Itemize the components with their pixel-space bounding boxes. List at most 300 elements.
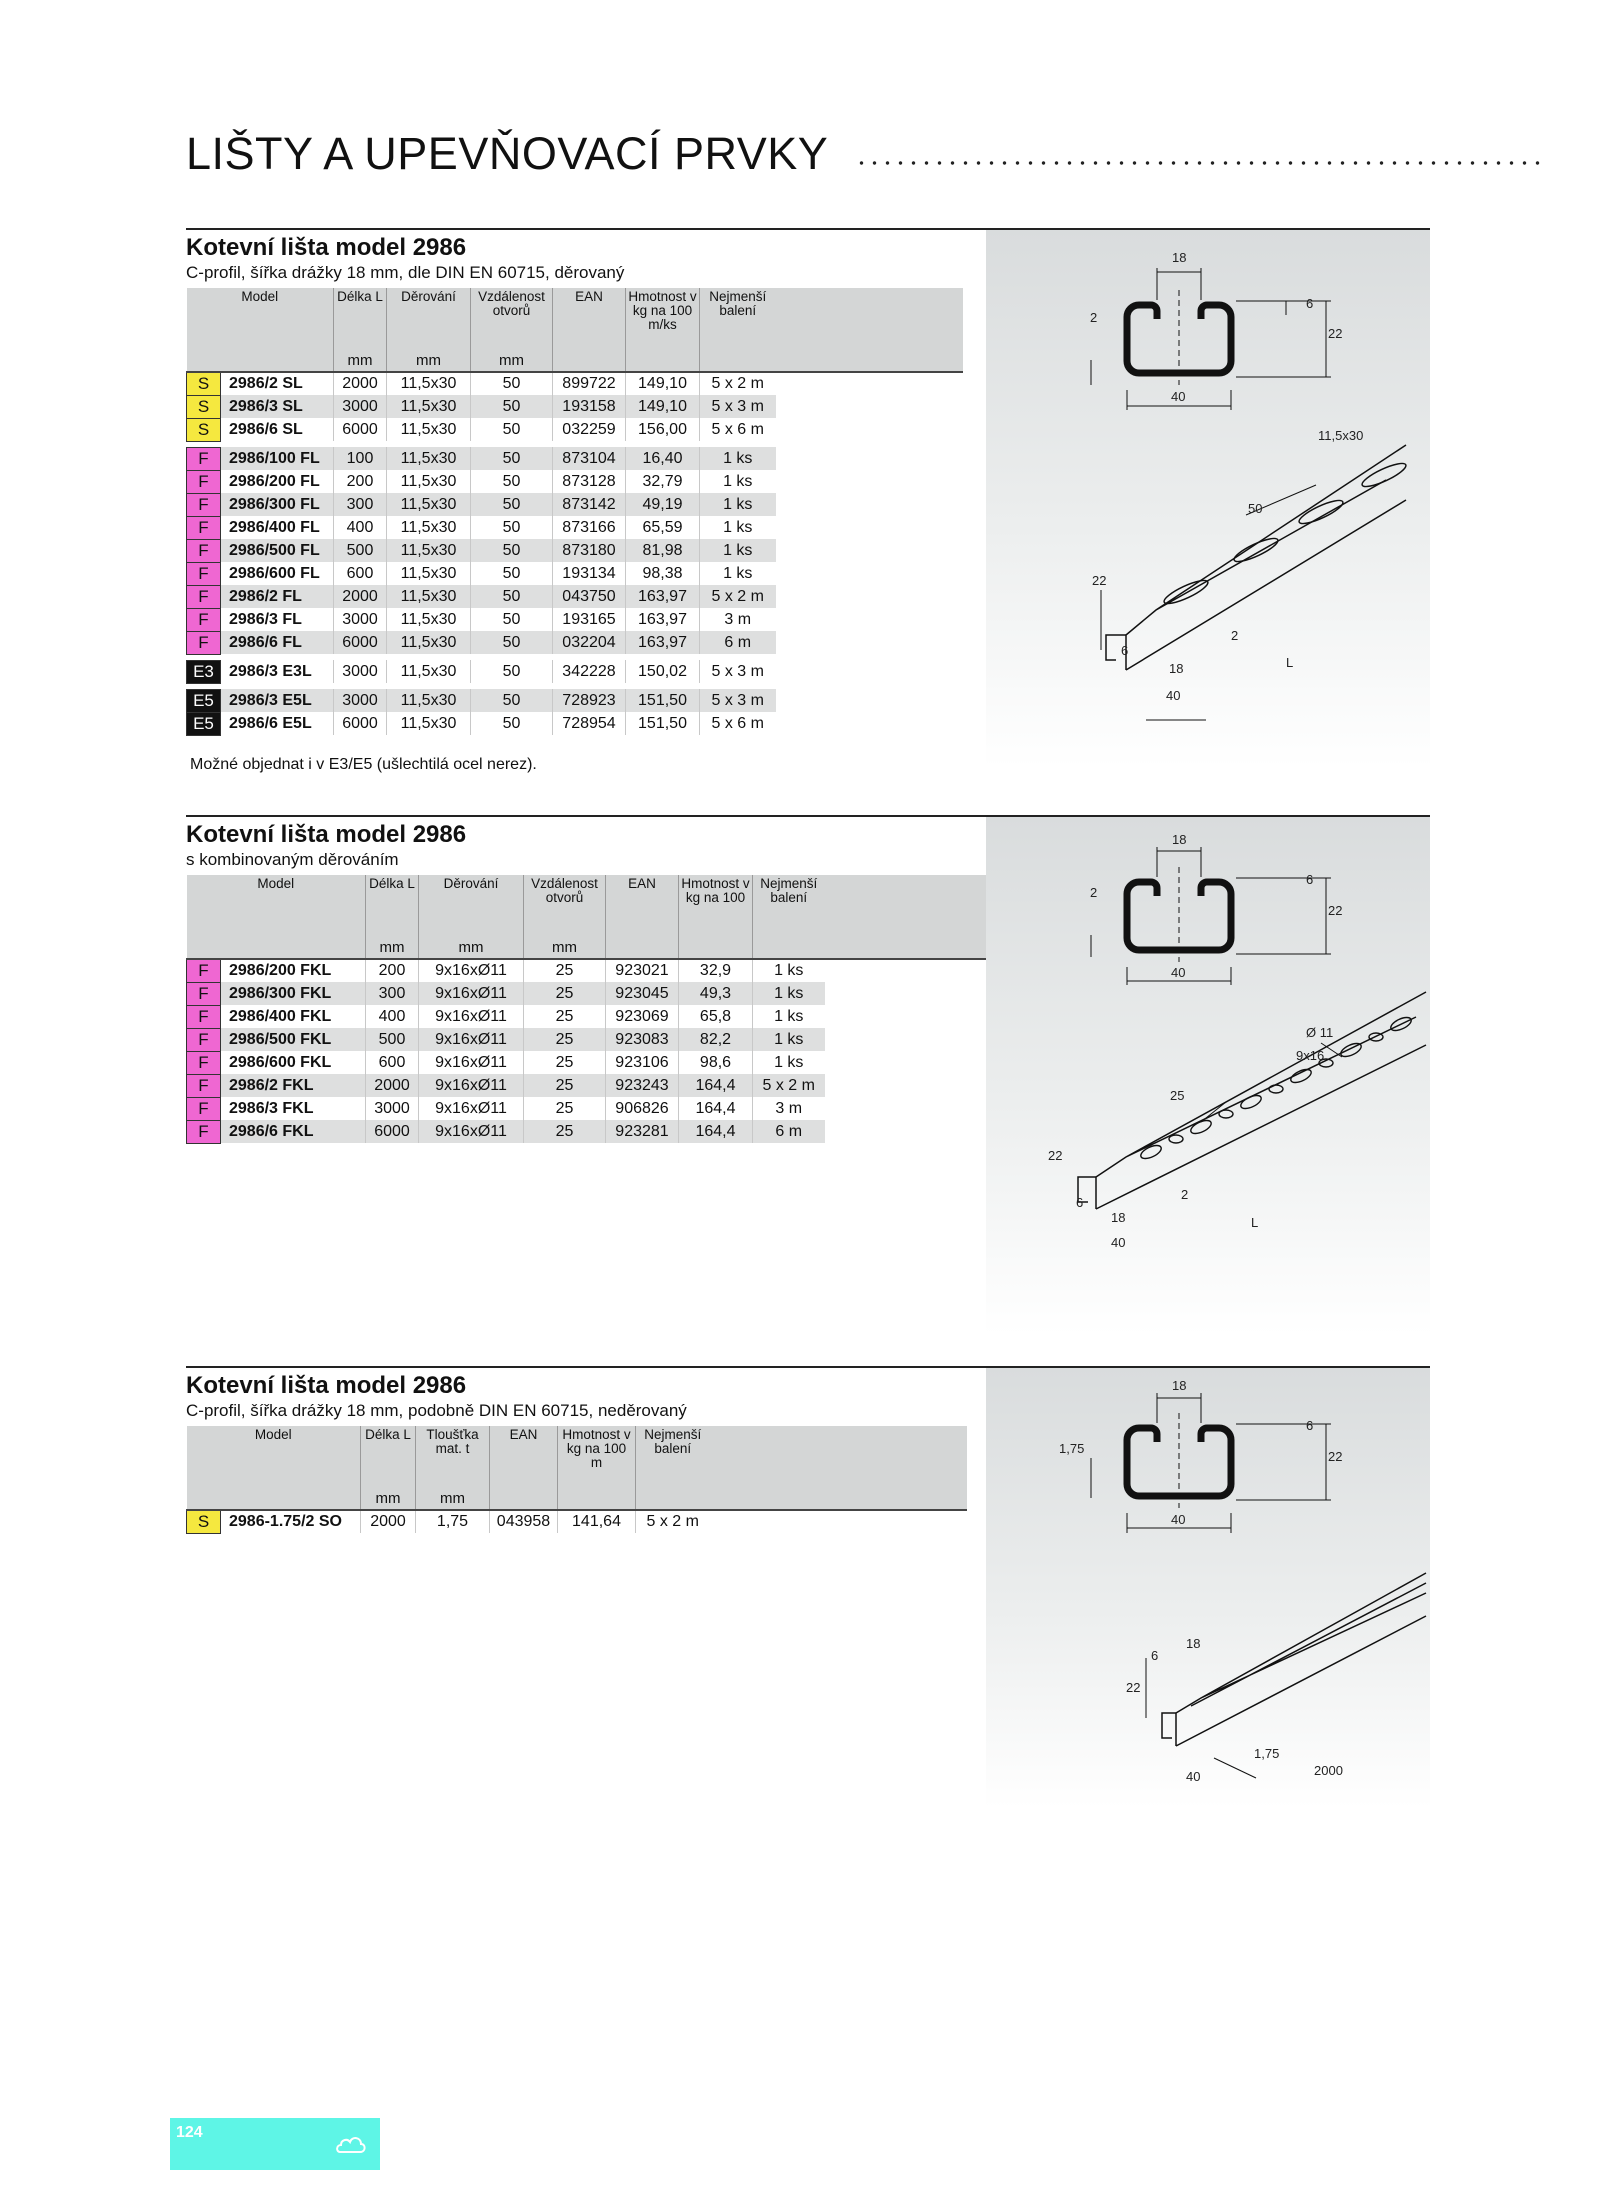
delka-cell: 600: [366, 1051, 419, 1074]
bal-cell: 5 x 3 m: [700, 395, 776, 418]
delka-cell: 3000: [334, 689, 387, 712]
col-header-thickness: Tloušťka mat. t: [416, 1426, 490, 1490]
unit-cell: [558, 1490, 636, 1510]
hmot-cell: 149,10: [626, 395, 700, 418]
unit-cell: [553, 352, 626, 372]
model-cell: 2986/6 E5L: [229, 714, 312, 732]
unit-cell: mm: [387, 352, 471, 372]
derovani-cell: 11,5x30: [387, 712, 471, 735]
delka-cell: 300: [334, 493, 387, 516]
model-cell: 2986/600 FL: [229, 564, 320, 582]
delka-cell: 200: [334, 470, 387, 493]
rail-profile-svg: [986, 230, 1430, 768]
delka-cell: 400: [366, 1005, 419, 1028]
hmot-cell: 164,4: [679, 1097, 753, 1120]
derovani-cell: 9x16xØ11: [419, 1005, 524, 1028]
hmot-cell: 98,6: [679, 1051, 753, 1074]
table-row: [187, 660, 963, 683]
table-row: [187, 1097, 991, 1120]
hmot-cell: 49,3: [679, 982, 753, 1005]
dim-label: 11,5x30: [1318, 428, 1364, 443]
hmot-cell: 65,59: [626, 516, 700, 539]
dim-label: 2: [1231, 628, 1239, 643]
bal-cell: 1 ks: [700, 493, 776, 516]
ean-cell: 923069: [606, 1005, 679, 1028]
ean-cell: 923243: [606, 1074, 679, 1097]
ean-cell: 923021: [606, 959, 679, 982]
material-tag: S: [187, 418, 221, 441]
material-tag: S: [187, 372, 221, 395]
unit-cell: [636, 1490, 710, 1510]
vzd-cell: 50: [471, 493, 553, 516]
ean-cell: 873180: [553, 539, 626, 562]
page-number: 124: [176, 2124, 203, 2141]
delka-cell: 2000: [334, 585, 387, 608]
hmot-cell: 149,10: [626, 372, 700, 395]
dim-label: 40: [1171, 389, 1186, 404]
section-unperforated-rail: [186, 1366, 1430, 1826]
delka-cell: 400: [334, 516, 387, 539]
derovani-cell: 11,5x30: [387, 395, 471, 418]
table-row: [187, 1074, 991, 1097]
unit-cell: mm: [366, 939, 419, 959]
dim-label: 25: [1170, 1088, 1185, 1103]
table-row: [187, 395, 963, 418]
unit-cell: mm: [361, 1490, 416, 1510]
model-cell: 2986/6 FL: [221, 631, 334, 654]
cloud-logo-icon: [334, 2126, 370, 2162]
delka-cell: 600: [334, 562, 387, 585]
ean-cell: 193134: [553, 562, 626, 585]
bal-cell: 5 x 3 m: [700, 689, 776, 712]
delka-cell: 6000: [366, 1120, 419, 1143]
delka-cell: 200: [366, 959, 419, 982]
model-cell: 2986/600 FKL: [229, 1053, 332, 1071]
table-row: [187, 1051, 991, 1074]
col-header-model: Model: [187, 1426, 361, 1490]
derovani-cell: 11,5x30: [387, 470, 471, 493]
model-cell: 2986/3 E3L: [229, 662, 312, 680]
material-tag: F: [187, 585, 221, 608]
bal-cell: 3 m: [700, 608, 776, 631]
dim-label: 6: [1306, 296, 1314, 311]
table-header-row: [187, 288, 963, 352]
spec-table: [186, 288, 963, 736]
model-cell: 2986/500 FKL: [221, 1028, 366, 1051]
dim-label: 40: [1166, 688, 1181, 703]
col-header-perforation: Děrování: [387, 288, 471, 352]
bal-cell: 5 x 2 m: [753, 1074, 825, 1097]
table-row: [187, 959, 991, 982]
section-subtitle: C-profil, šířka drážky 18 mm, podobně DIN EN 60715, neděrovaný: [186, 1401, 687, 1420]
bal-cell: 5 x 2 m: [700, 585, 776, 608]
section-title: Kotevní lišta model 2986: [186, 1372, 467, 1399]
derovani-cell: 11,5x30: [387, 562, 471, 585]
model-cell: 2986/300 FL: [221, 493, 334, 516]
model-cell: 2986/6 SL: [229, 420, 303, 438]
ean-cell: 923045: [606, 982, 679, 1005]
material-tag: F: [187, 1074, 221, 1097]
dim-label: 9x16: [1296, 1048, 1325, 1063]
derovani-cell: 11,5x30: [387, 516, 471, 539]
dim-label: 22: [1328, 903, 1343, 918]
delka-cell: 3000: [334, 608, 387, 631]
delka-cell: 3000: [334, 395, 387, 418]
model-cell: 2986/3 E5L: [221, 689, 334, 712]
vzd-cell: 25: [524, 1051, 606, 1074]
table-units-row: [187, 352, 963, 372]
dim-label: 22: [1092, 573, 1107, 588]
derovani-cell: 11,5x30: [387, 447, 471, 470]
derovani-cell: 9x16xØ11: [419, 1028, 524, 1051]
col-header-weight: Hmotnost v kg na 100 m/ks: [626, 288, 700, 352]
material-tag: F: [187, 447, 221, 470]
dim-label: 2000: [1314, 1763, 1343, 1778]
dim-label: 18: [1172, 250, 1187, 265]
unit-cell: mm: [416, 1490, 490, 1510]
model-cell: 2986/200 FKL: [229, 962, 332, 979]
derovani-cell: 11,5x30: [387, 372, 471, 395]
vzd-cell: 50: [471, 516, 553, 539]
table-row: [187, 493, 963, 516]
bal-cell: 1 ks: [753, 1005, 825, 1028]
dim-label: 50: [1248, 501, 1263, 516]
table-row: [187, 631, 963, 654]
dim-label: 18: [1186, 1636, 1201, 1651]
ean-cell: 193158: [553, 395, 626, 418]
col-header-length: Délka L: [366, 875, 419, 939]
bal-cell: 6 m: [753, 1120, 825, 1143]
bal-cell: 1 ks: [753, 1051, 825, 1074]
delka-cell: 2000: [361, 1510, 416, 1533]
material-tag: E5: [187, 712, 221, 735]
dim-label: 2: [1090, 885, 1098, 900]
vzd-cell: 25: [524, 1074, 606, 1097]
hmot-cell: 156,00: [626, 418, 700, 441]
derovani-cell: 9x16xØ11: [419, 1051, 524, 1074]
table-row: [187, 470, 963, 493]
model-cell: 2986/500 FL: [221, 539, 334, 562]
page-title: LIŠTY A UPEVŇOVACÍ PRVKY: [186, 128, 829, 179]
dim-label: L: [1251, 1215, 1259, 1230]
hmot-cell: 32,79: [626, 470, 700, 493]
dim-label: L: [1286, 655, 1294, 670]
dim-label: 2: [1181, 1187, 1189, 1202]
section-combined-perforation-rail: [186, 815, 1430, 1335]
section-subtitle: C-profil, šířka drážky 18 mm, dle DIN EN 60715, děrovaný: [186, 263, 625, 282]
section-note: Možné objednat i v E3/E5 (ušlechtilá ocel nerez).: [190, 756, 537, 773]
derovani-cell: 11,5x30: [387, 585, 471, 608]
rail-profile-svg: [986, 817, 1430, 1335]
dim-label: 6: [1306, 1418, 1314, 1433]
table-units-row: [187, 939, 991, 959]
hmot-cell: 151,50: [626, 712, 700, 735]
dim-label: 22: [1048, 1148, 1063, 1163]
model-cell: 2986/3 FL: [229, 610, 302, 628]
hmot-cell: 164,4: [679, 1120, 753, 1143]
rail-drawing: [986, 230, 1430, 768]
col-header-weight: Hmotnost v kg na 100 m: [558, 1426, 636, 1490]
material-tag: F: [187, 516, 221, 539]
unit-cell: [606, 939, 679, 959]
unit-cell: mm: [419, 939, 524, 959]
bal-cell: 1 ks: [753, 959, 825, 982]
derovani-cell: 11,5x30: [387, 608, 471, 631]
table-row: [187, 982, 991, 1005]
model-cell: 2986/400 FL: [229, 518, 320, 536]
material-tag: F: [187, 562, 221, 585]
bal-cell: 1 ks: [700, 562, 776, 585]
ean-cell: 873142: [553, 493, 626, 516]
dim-label: 40: [1171, 1512, 1186, 1527]
delka-cell: 300: [366, 982, 419, 1005]
col-header-perforation: Děrování: [419, 875, 524, 939]
ean-cell: 899722: [553, 372, 626, 395]
dim-label: 18: [1172, 832, 1187, 847]
bal-cell: 5 x 6 m: [700, 418, 776, 441]
model-cell: 2986/400 FKL: [229, 1007, 332, 1025]
material-tag: F: [187, 608, 221, 631]
material-tag: E5: [187, 689, 221, 712]
unit-cell: [753, 939, 825, 959]
bal-cell: 1 ks: [700, 447, 776, 470]
unit-cell: [679, 939, 753, 959]
dim-label: 2: [1090, 310, 1098, 325]
bal-cell: 5 x 2 m: [700, 372, 776, 395]
vzd-cell: 25: [524, 1028, 606, 1051]
vzd-cell: 25: [524, 959, 606, 982]
table-units-row: [187, 1490, 967, 1510]
ean-cell: 728923: [553, 689, 626, 712]
unit-cell: [187, 352, 334, 372]
model-cell: 2986/300 FKL: [221, 982, 366, 1005]
col-header-length: Délka L: [334, 288, 387, 352]
hmot-cell: 16,40: [626, 447, 700, 470]
vzd-cell: 50: [471, 712, 553, 735]
dim-label: Ø 11: [1306, 1025, 1334, 1040]
table-row: [187, 447, 963, 470]
table-row: [187, 689, 963, 712]
derovani-cell: 9x16xØ11: [419, 1074, 524, 1097]
ean-cell: 043958: [490, 1510, 558, 1533]
dim-label: 18: [1172, 1378, 1187, 1393]
spec-table: [186, 875, 991, 1144]
ean-cell: 032204: [553, 631, 626, 654]
col-header-ean: EAN: [606, 875, 679, 939]
col-header-ean: EAN: [490, 1426, 558, 1490]
col-header-length: Délka L: [361, 1426, 416, 1490]
hmot-cell: 49,19: [626, 493, 700, 516]
dim-label: 22: [1126, 1680, 1141, 1695]
material-tag: E3: [187, 660, 221, 683]
hmot-cell: 163,97: [626, 631, 700, 654]
material-tag: S: [187, 1510, 221, 1533]
bal-cell: 5 x 3 m: [700, 660, 776, 683]
delka-cell: 500: [366, 1028, 419, 1051]
material-tag: F: [187, 470, 221, 493]
derovani-cell: 9x16xØ11: [419, 1120, 524, 1143]
unit-cell: mm: [334, 352, 387, 372]
col-header-model: Model: [187, 875, 366, 939]
vzd-cell: 50: [471, 562, 553, 585]
bal-cell: 1 ks: [700, 516, 776, 539]
model-cell: 2986-1.75/2 SO: [229, 1513, 342, 1530]
hmot-cell: 151,50: [626, 689, 700, 712]
derovani-cell: 11,5x30: [387, 418, 471, 441]
ean-cell: 873166: [553, 516, 626, 539]
dim-label: 18: [1111, 1210, 1126, 1225]
vzd-cell: 50: [471, 689, 553, 712]
unit-cell: mm: [524, 939, 606, 959]
col-header-weight: Hmotnost v kg na 100: [679, 875, 753, 939]
dim-label: 40: [1171, 965, 1186, 980]
material-tag: F: [187, 631, 221, 654]
vzd-cell: 50: [471, 608, 553, 631]
delka-cell: 3000: [334, 660, 387, 683]
material-tag: S: [187, 395, 221, 418]
material-tag: F: [187, 1028, 221, 1051]
ean-cell: 923083: [606, 1028, 679, 1051]
bal-cell: 1 ks: [700, 539, 776, 562]
table-row: [187, 372, 963, 395]
vzd-cell: 50: [471, 660, 553, 683]
col-header-hole-distance: Vzdálenost otvorů: [471, 288, 553, 352]
vzd-cell: 50: [471, 585, 553, 608]
table-header-row: [187, 875, 991, 939]
delka-cell: 6000: [334, 712, 387, 735]
bal-cell: 1 ks: [753, 1028, 825, 1051]
ean-cell: 923281: [606, 1120, 679, 1143]
dim-label: 1,75: [1254, 1746, 1280, 1761]
table-row: [187, 1510, 967, 1533]
vzd-cell: 50: [471, 470, 553, 493]
rail-drawing: [986, 1368, 1430, 1808]
derovani-cell: 9x16xØ11: [419, 959, 524, 982]
vzd-cell: 25: [524, 1120, 606, 1143]
table-row: [187, 1120, 991, 1143]
vzd-cell: 50: [471, 418, 553, 441]
ean-cell: 043750: [553, 585, 626, 608]
delka-cell: 6000: [334, 631, 387, 654]
hmot-cell: 163,97: [626, 608, 700, 631]
col-header-model: Model: [187, 288, 334, 352]
section-title: Kotevní lišta model 2986: [186, 821, 467, 848]
dim-label: 22: [1328, 326, 1343, 341]
vzd-cell: 50: [471, 539, 553, 562]
model-cell: 2986/6 FKL: [221, 1120, 366, 1143]
hmot-cell: 150,02: [626, 660, 700, 683]
spec-table: [186, 1426, 967, 1534]
table-row: [187, 585, 963, 608]
vzd-cell: 25: [524, 1005, 606, 1028]
material-tag: F: [187, 1097, 221, 1120]
section-subtitle: s kombinovaným děrováním: [186, 850, 399, 869]
material-tag: F: [187, 539, 221, 562]
col-header-ean: EAN: [553, 288, 626, 352]
bal-cell: 5 x 6 m: [700, 712, 776, 735]
section-perforated-rail: [186, 228, 1430, 773]
dim-label: 40: [1186, 1769, 1201, 1784]
unit-cell: [490, 1490, 558, 1510]
delka-cell: 100: [334, 447, 387, 470]
model-cell: 2986/2 SL: [229, 375, 303, 392]
derovani-cell: 11,5x30: [387, 689, 471, 712]
ean-cell: 923106: [606, 1051, 679, 1074]
table-row: [187, 539, 963, 562]
vzd-cell: 25: [524, 1097, 606, 1120]
table-header-row: [187, 1426, 967, 1490]
table-row: [187, 608, 963, 631]
tl-cell: 1,75: [416, 1510, 490, 1533]
material-tag: F: [187, 1120, 221, 1143]
table-row: [187, 1028, 991, 1051]
material-tag: F: [187, 1005, 221, 1028]
ean-cell: 873104: [553, 447, 626, 470]
table-row: [187, 1005, 991, 1028]
derovani-cell: 9x16xØ11: [419, 982, 524, 1005]
vzd-cell: 50: [471, 631, 553, 654]
derovani-cell: 11,5x30: [387, 539, 471, 562]
bal-cell: 3 m: [753, 1097, 825, 1120]
delka-cell: 2000: [334, 372, 387, 395]
table-row: [187, 418, 963, 441]
hmot-cell: 163,97: [626, 585, 700, 608]
ean-cell: 728954: [553, 712, 626, 735]
delka-cell: 500: [334, 539, 387, 562]
table-row: [187, 712, 963, 735]
table-row: [187, 516, 963, 539]
rail-profile-svg: [986, 1368, 1430, 1808]
unit-cell: [187, 939, 366, 959]
title-dot-leader: [855, 160, 1545, 166]
model-cell: 2986/100 FL: [221, 447, 334, 470]
delka-cell: 3000: [366, 1097, 419, 1120]
bal-cell: 6 m: [700, 631, 776, 654]
dim-label: 6: [1151, 1648, 1159, 1663]
model-cell: 2986/2 FL: [221, 585, 334, 608]
hmot-cell: 81,98: [626, 539, 700, 562]
unit-cell: [626, 352, 700, 372]
col-header-hole-distance: Vzdálenost otvorů: [524, 875, 606, 939]
material-tag: F: [187, 1051, 221, 1074]
dim-label: 6: [1121, 643, 1129, 658]
derovani-cell: 9x16xØ11: [419, 1097, 524, 1120]
col-header-packaging: Nejmenší balení: [636, 1426, 710, 1490]
vzd-cell: 50: [471, 395, 553, 418]
bal-cell: 5 x 2 m: [636, 1510, 710, 1533]
ean-cell: 032259: [553, 418, 626, 441]
dim-label: 18: [1169, 661, 1184, 676]
unit-cell: [187, 1490, 361, 1510]
delka-cell: 2000: [366, 1074, 419, 1097]
bal-cell: 1 ks: [753, 982, 825, 1005]
delka-cell: 6000: [334, 418, 387, 441]
hmot-cell: 141,64: [558, 1510, 636, 1533]
dim-label: 6: [1076, 1195, 1084, 1210]
hmot-cell: 98,38: [626, 562, 700, 585]
material-tag: F: [187, 982, 221, 1005]
table-row: [187, 562, 963, 585]
col-header-packaging: Nejmenší balení: [753, 875, 825, 939]
material-tag: F: [187, 959, 221, 982]
unit-cell: [700, 352, 776, 372]
page-number-badge: [170, 2118, 380, 2170]
vzd-cell: 50: [471, 372, 553, 395]
derovani-cell: 11,5x30: [387, 631, 471, 654]
unit-cell: mm: [471, 352, 553, 372]
derovani-cell: 11,5x30: [387, 493, 471, 516]
hmot-cell: 82,2: [679, 1028, 753, 1051]
